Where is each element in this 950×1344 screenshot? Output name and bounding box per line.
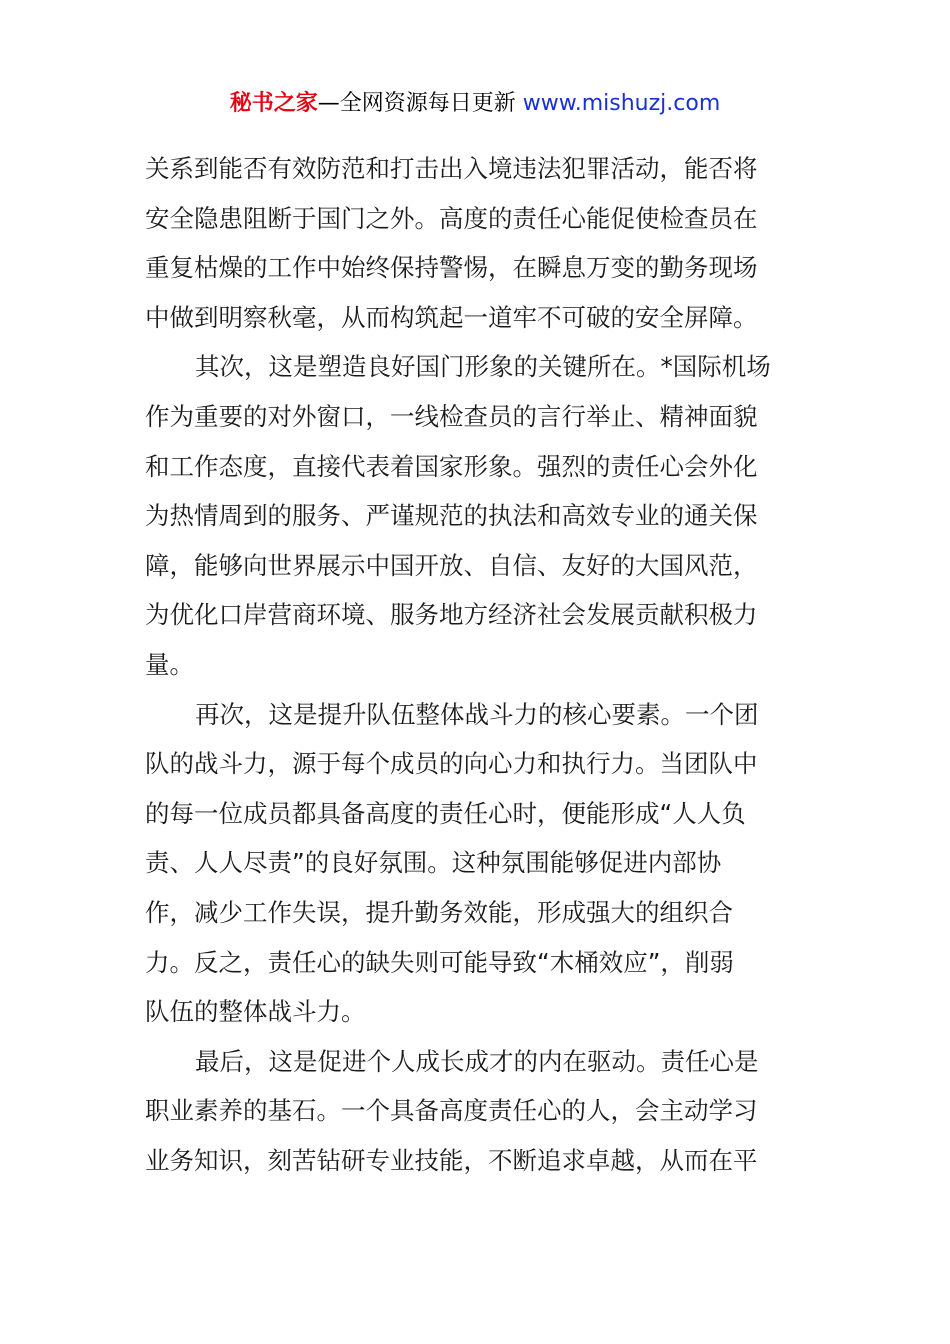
- header-tagline: —全网资源每日更新: [317, 91, 523, 116]
- text-line: 为热情周到的服务、严谨规范的执法和高效专业的通关保: [145, 501, 758, 531]
- header-brand: 秘书之家: [229, 91, 318, 116]
- text-line: 队伍的整体战斗力。: [145, 997, 366, 1027]
- text-line: 队的战斗力，源于每个成员的向心力和执行力。当团队中: [145, 749, 758, 779]
- text-line: 重复枯燥的工作中始终保持警惕，在瞬息万变的勤务现场: [145, 253, 758, 283]
- text-line: 关系到能否有效防范和打击出入境违法犯罪活动，能否将: [145, 154, 758, 183]
- text-line: 和工作态度，直接代表着国家形象。强烈的责任心会外化: [145, 451, 758, 481]
- document-body: [145, 144, 807, 1185]
- text-line: 再次，这是提升队伍整体战斗力的核心要素。一个团: [195, 699, 759, 729]
- text-line: 职业素养的基石。一个具备高度责任心的人，会主动学习: [145, 1096, 758, 1126]
- header-url-link[interactable]: www.mishuzj.com: [522, 91, 721, 116]
- text-line: 为优化口岸营商环境、服务地方经济社会发展贡献积极力: [145, 600, 758, 630]
- text-line: 作为重要的对外窗口，一线检查员的言行举止、精神面貌: [145, 401, 758, 431]
- text-line: 业务知识，刻苦钻研专业技能，不断追求卓越，从而在平: [145, 1145, 758, 1175]
- text-line: 其次，这是塑造良好国门形象的关键所在。*国际机场: [195, 352, 771, 382]
- text-line: 量。: [145, 649, 194, 679]
- page-header: [0, 88, 950, 120]
- text-line: 安全隐患阻断于国门之外。高度的责任心能促使检查员在: [145, 203, 758, 233]
- text-line: 障，能够向世界展示中国开放、自信、友好的大国风范，: [145, 550, 758, 580]
- text-line: 责、人人尽责”的良好氛围。这种氛围能够促进内部协: [145, 848, 722, 878]
- text-line: 作，减少工作失误，提升勤务效能，形成强大的组织合: [145, 897, 733, 927]
- text-line: 的每一位成员都具备高度的责任心时，便能形成“人人负: [145, 798, 746, 828]
- text-line: 最后，这是促进个人成长成才的内在驱动。责任心是: [195, 1046, 759, 1076]
- text-line: 中做到明察秋毫，从而构筑起一道牢不可破的安全屏障。: [145, 302, 758, 332]
- text-line: 力。反之，责任心的缺失则可能导致“木桶效应”，削弱: [145, 947, 734, 977]
